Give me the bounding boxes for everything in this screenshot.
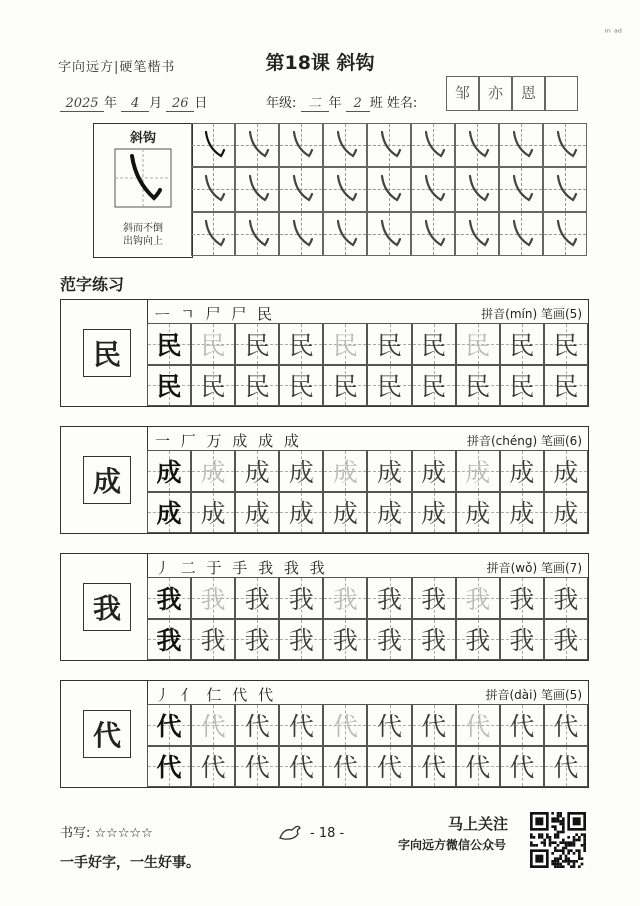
char-written-glyph: 代 xyxy=(553,753,579,783)
char-practice-cell[interactable] xyxy=(544,450,588,492)
stroke-practice-glyph xyxy=(500,124,542,166)
char-practice-cell[interactable] xyxy=(235,365,279,407)
char-written-glyph: 民 xyxy=(332,372,358,402)
stroke-practice-glyph xyxy=(368,213,410,255)
char-written-glyph: 成 xyxy=(288,499,314,529)
char-written-glyph: 代 xyxy=(509,753,535,783)
date-month-unit: 月 xyxy=(149,96,163,111)
stroke-practice-cell[interactable] xyxy=(367,123,411,167)
char-written-glyph: 我 xyxy=(377,584,403,614)
stroke-order: 一 厂 万 成 成 成 xyxy=(155,432,302,450)
stroke-diagram xyxy=(114,148,172,208)
grade-label: 年级: xyxy=(266,96,297,111)
char-practice-cell[interactable] xyxy=(147,704,191,746)
char-practice-cell[interactable] xyxy=(456,704,500,746)
char-written-glyph: 代 xyxy=(200,711,226,741)
stroke-practice-cell[interactable] xyxy=(279,123,323,167)
char-practice-cell[interactable] xyxy=(412,365,456,407)
stroke-practice-cell[interactable] xyxy=(279,167,323,211)
char-practice-cell[interactable] xyxy=(412,746,456,788)
stroke-practice-cell[interactable] xyxy=(279,212,323,256)
char-written-glyph: 我 xyxy=(421,584,447,614)
stroke-practice-cell[interactable] xyxy=(543,212,587,256)
char-written-glyph: 民 xyxy=(377,330,403,360)
char-written-glyph: 我 xyxy=(332,584,358,614)
grade-value: 二 xyxy=(301,92,329,112)
char-practice-cell[interactable] xyxy=(500,323,544,365)
date-year: 2025 xyxy=(60,96,104,112)
char-practice-cell[interactable] xyxy=(544,704,588,746)
stroke-practice-glyph xyxy=(368,124,410,166)
char-written-glyph: 民 xyxy=(553,330,579,360)
stroke-practice-cell[interactable] xyxy=(411,123,455,167)
stroke-order: ᅳ ㄱ 尸 尸 民 xyxy=(155,305,276,323)
stroke-practice-cell[interactable] xyxy=(455,123,499,167)
char-meta xyxy=(467,432,582,449)
char-written-glyph: 成 xyxy=(509,499,535,529)
char-practice-grid xyxy=(147,323,588,406)
char-practice-cell[interactable] xyxy=(191,323,235,365)
bihua-label: 笔画 xyxy=(540,688,565,702)
bihua-value: (5) xyxy=(565,307,582,321)
name-box-1: 邹 xyxy=(446,76,479,111)
date-year-unit: 年 xyxy=(104,96,118,111)
char-written-glyph: 成 xyxy=(421,457,447,487)
stroke-practice-glyph xyxy=(412,168,454,210)
pinyin-value: (wǒ) xyxy=(510,561,538,575)
pinyin-label: 拼音 xyxy=(466,434,491,448)
name-label: 姓名: xyxy=(386,96,418,111)
char-written-glyph: 我 xyxy=(200,584,226,614)
char-written-glyph: 我 xyxy=(553,626,579,656)
stroke-practice-glyph xyxy=(456,168,498,210)
stroke-practice-cell[interactable] xyxy=(191,212,235,256)
char-written-glyph: 成 xyxy=(244,499,270,529)
char-practice-cell[interactable] xyxy=(500,492,544,534)
char-practice-cell[interactable] xyxy=(191,577,235,619)
char-model-box: 代 xyxy=(83,710,131,758)
name-box-4 xyxy=(545,76,578,111)
stroke-practice-cell[interactable] xyxy=(323,167,367,211)
rating-stars[interactable]: ☆☆☆☆☆ xyxy=(94,826,153,841)
grade-unit: 年 xyxy=(328,96,342,111)
qr-code-icon[interactable] xyxy=(530,812,586,868)
char-model-glyph: 成 xyxy=(156,499,182,529)
bihua-label: 笔画 xyxy=(540,307,565,321)
date-line xyxy=(60,92,207,112)
char-model-column xyxy=(61,300,148,406)
char-written-glyph: 民 xyxy=(244,372,270,402)
char-practice-cell[interactable] xyxy=(235,492,279,534)
stroke-practice-glyph xyxy=(544,124,586,166)
char-practice-cell[interactable] xyxy=(367,323,411,365)
char-practice-cell[interactable] xyxy=(412,577,456,619)
char-written-glyph: 民 xyxy=(288,372,314,402)
char-practice-cell[interactable] xyxy=(323,323,367,365)
char-written-glyph: 我 xyxy=(465,584,491,614)
char-practice-cell[interactable] xyxy=(279,323,323,365)
corner-mark: ᵐ ᵃᵈ xyxy=(604,28,622,39)
char-written-glyph: 我 xyxy=(465,626,491,656)
date-day: 26 xyxy=(166,96,194,112)
stroke-name: 斜钩 xyxy=(129,131,156,146)
char-written-glyph: 成 xyxy=(332,499,358,529)
char-written-glyph: 成 xyxy=(377,499,403,529)
stroke-practice-glyph xyxy=(544,168,586,210)
motto: 一手好字，一生好事。 xyxy=(60,855,200,871)
char-written-glyph: 民 xyxy=(421,372,447,402)
stroke-practice-glyph xyxy=(280,124,322,166)
char-model-box: 成 xyxy=(83,456,131,504)
stroke-practice-cell[interactable] xyxy=(235,167,279,211)
char-practice-cell[interactable] xyxy=(500,704,544,746)
char-practice-cell[interactable] xyxy=(367,577,411,619)
char-practice-cell[interactable] xyxy=(235,577,279,619)
char-practice-cell[interactable] xyxy=(500,619,544,661)
char-model-glyph: 民 xyxy=(156,330,182,360)
char-written-glyph: 成 xyxy=(553,499,579,529)
char-practice-cell[interactable] xyxy=(235,450,279,492)
date-day-unit: 日 xyxy=(194,96,208,111)
char-written-glyph: 成 xyxy=(377,457,403,487)
stroke-practice-glyph xyxy=(456,213,498,255)
stroke-order: 丿 亻 仁 代 代 xyxy=(155,686,277,704)
char-written-glyph: 代 xyxy=(244,753,270,783)
char-written-glyph: 我 xyxy=(288,626,314,656)
rabbit-icon xyxy=(276,820,306,842)
stroke-practice-cell[interactable] xyxy=(543,167,587,211)
char-practice-cell[interactable] xyxy=(367,365,411,407)
char-written-glyph: 成 xyxy=(288,457,314,487)
pinyin-value: (dài) xyxy=(509,688,538,702)
char-practice-cell[interactable] xyxy=(544,577,588,619)
stroke-practice-glyph xyxy=(236,213,278,255)
char-written-glyph: 代 xyxy=(465,753,491,783)
char-practice-cell[interactable] xyxy=(456,619,500,661)
char-practice-cell[interactable] xyxy=(279,365,323,407)
rating xyxy=(60,822,153,841)
char-practice-cell[interactable] xyxy=(323,450,367,492)
char-block-2 xyxy=(60,553,589,661)
char-written-glyph: 代 xyxy=(288,711,314,741)
char-practice-cell[interactable] xyxy=(500,746,544,788)
char-written-glyph: 我 xyxy=(509,626,535,656)
char-practice-cell[interactable] xyxy=(235,746,279,788)
char-written-glyph: 代 xyxy=(465,711,491,741)
stroke-practice-glyph xyxy=(456,124,498,166)
stroke-practice-cell[interactable] xyxy=(411,167,455,211)
char-written-glyph: 代 xyxy=(288,753,314,783)
char-written-glyph: 民 xyxy=(200,330,226,360)
char-practice-cell[interactable] xyxy=(191,619,235,661)
char-practice-grid xyxy=(147,577,588,660)
char-written-glyph: 我 xyxy=(509,584,535,614)
char-practice-cell[interactable] xyxy=(500,365,544,407)
char-practice-cell[interactable] xyxy=(544,365,588,407)
page-number: - 18 - xyxy=(310,826,345,841)
char-practice-cell[interactable] xyxy=(323,577,367,619)
stroke-practice-glyph xyxy=(192,213,234,255)
char-practice-cell[interactable] xyxy=(412,323,456,365)
char-practice-cell[interactable] xyxy=(279,577,323,619)
char-practice-cell[interactable] xyxy=(500,450,544,492)
char-practice-cell[interactable] xyxy=(323,704,367,746)
char-written-glyph: 我 xyxy=(200,626,226,656)
char-practice-cell[interactable] xyxy=(544,323,588,365)
char-practice-cell[interactable] xyxy=(367,704,411,746)
char-written-glyph: 民 xyxy=(465,372,491,402)
char-practice-cell[interactable] xyxy=(147,492,191,534)
bihua-label: 笔画 xyxy=(540,561,565,575)
rating-label: 书写: xyxy=(60,826,91,841)
grade-class-line xyxy=(266,92,417,112)
char-practice-cell[interactable] xyxy=(456,746,500,788)
stroke-practice-glyph xyxy=(236,124,278,166)
char-practice-cell[interactable] xyxy=(279,619,323,661)
char-written-glyph: 代 xyxy=(421,753,447,783)
char-written-glyph: 代 xyxy=(509,711,535,741)
char-practice-cell[interactable] xyxy=(367,492,411,534)
bihua-value: (7) xyxy=(565,561,582,575)
char-model-column xyxy=(61,427,148,533)
char-practice-cell[interactable] xyxy=(412,704,456,746)
char-practice-cell[interactable] xyxy=(323,365,367,407)
name-box-2: 亦 xyxy=(479,76,512,111)
char-model-glyph: 代 xyxy=(156,711,182,741)
follow-subtitle: 字向远方微信公众号 xyxy=(398,838,507,852)
stroke-tip-1: 斜而不倒 xyxy=(123,223,163,234)
char-model-box: 民 xyxy=(83,329,131,377)
stroke-practice-cell[interactable] xyxy=(323,123,367,167)
stroke-practice-glyph xyxy=(500,168,542,210)
stroke-practice-glyph xyxy=(500,213,542,255)
char-written-glyph: 代 xyxy=(553,711,579,741)
name-box-3: 恩 xyxy=(512,76,545,111)
char-written-glyph: 代 xyxy=(244,711,270,741)
char-meta xyxy=(487,559,582,576)
char-block-1 xyxy=(60,426,589,534)
pinyin-label: 拼音 xyxy=(481,307,506,321)
char-block-0 xyxy=(60,299,589,407)
stroke-practice-cell[interactable] xyxy=(411,212,455,256)
char-written-glyph: 民 xyxy=(509,372,535,402)
char-written-glyph: 代 xyxy=(421,711,447,741)
char-written-glyph: 成 xyxy=(465,499,491,529)
stroke-order: 丿 二 于 手 我 我 我 xyxy=(155,559,328,577)
stroke-practice-glyph xyxy=(192,124,234,166)
char-meta xyxy=(485,686,582,703)
char-practice-cell[interactable] xyxy=(147,323,191,365)
stroke-practice-glyph xyxy=(412,213,454,255)
bihua-value: (5) xyxy=(565,688,582,702)
char-written-glyph: 成 xyxy=(509,457,535,487)
stroke-practice-glyph xyxy=(324,213,366,255)
char-practice-cell[interactable] xyxy=(147,365,191,407)
pinyin-label: 拼音 xyxy=(486,561,511,575)
char-written-glyph: 民 xyxy=(244,330,270,360)
char-written-glyph: 代 xyxy=(377,711,403,741)
char-written-glyph: 成 xyxy=(244,457,270,487)
char-practice-cell[interactable] xyxy=(279,450,323,492)
char-practice-cell[interactable] xyxy=(367,450,411,492)
char-practice-cell[interactable] xyxy=(235,704,279,746)
char-written-glyph: 代 xyxy=(332,753,358,783)
stroke-practice-cell[interactable] xyxy=(367,212,411,256)
char-practice-cell[interactable] xyxy=(279,746,323,788)
char-practice-cell[interactable] xyxy=(191,450,235,492)
stroke-practice-cell[interactable] xyxy=(455,212,499,256)
char-practice-cell[interactable] xyxy=(367,746,411,788)
char-practice-cell[interactable] xyxy=(191,492,235,534)
pinyin-label: 拼音 xyxy=(485,688,510,702)
char-practice-cell[interactable] xyxy=(279,704,323,746)
follow-title: 马上关注 xyxy=(448,815,509,833)
char-written-glyph: 代 xyxy=(332,711,358,741)
char-practice-cell[interactable] xyxy=(367,619,411,661)
char-written-glyph: 成 xyxy=(421,499,447,529)
char-practice-cell[interactable] xyxy=(235,619,279,661)
char-practice-cell[interactable] xyxy=(456,323,500,365)
char-written-glyph: 我 xyxy=(421,626,447,656)
stroke-practice-cell[interactable] xyxy=(499,167,543,211)
stroke-tip-2: 出钩向上 xyxy=(123,236,163,247)
char-written-glyph: 我 xyxy=(244,584,270,614)
char-practice-grid xyxy=(147,450,588,533)
stroke-practice-cell[interactable] xyxy=(499,123,543,167)
char-written-glyph: 民 xyxy=(465,330,491,360)
char-written-glyph: 我 xyxy=(332,626,358,656)
char-practice-cell[interactable] xyxy=(323,492,367,534)
char-written-glyph: 成 xyxy=(200,457,226,487)
char-practice-grid xyxy=(147,704,588,787)
stroke-practice-cell[interactable] xyxy=(191,123,235,167)
stroke-practice-grid xyxy=(191,123,587,256)
char-practice-cell[interactable] xyxy=(147,619,191,661)
stroke-practice-glyph xyxy=(280,213,322,255)
char-practice-cell[interactable] xyxy=(456,365,500,407)
char-written-glyph: 民 xyxy=(509,330,535,360)
char-written-glyph: 代 xyxy=(377,753,403,783)
char-practice-cell[interactable] xyxy=(191,365,235,407)
stroke-practice-cell[interactable] xyxy=(235,123,279,167)
char-written-glyph: 成 xyxy=(465,457,491,487)
char-written-glyph: 成 xyxy=(332,457,358,487)
char-written-glyph: 民 xyxy=(288,330,314,360)
stroke-practice-cell[interactable] xyxy=(455,167,499,211)
char-model-glyph: 民 xyxy=(156,372,182,402)
char-practice-cell[interactable] xyxy=(147,450,191,492)
char-written-glyph: 成 xyxy=(553,457,579,487)
char-block-3 xyxy=(60,680,589,788)
char-model-glyph: 代 xyxy=(156,753,182,783)
char-practice-cell[interactable] xyxy=(279,492,323,534)
char-practice-cell[interactable] xyxy=(544,619,588,661)
char-model-glyph: 我 xyxy=(156,584,182,614)
char-model-column xyxy=(61,554,148,660)
class-value: 2 xyxy=(346,96,370,112)
pinyin-value: (mín) xyxy=(505,307,538,321)
char-practice-cell[interactable] xyxy=(147,746,191,788)
stroke-practice-glyph xyxy=(324,168,366,210)
char-written-glyph: 民 xyxy=(200,372,226,402)
char-meta xyxy=(481,305,582,322)
stroke-reference-card xyxy=(93,123,193,258)
char-written-glyph: 民 xyxy=(553,372,579,402)
stroke-practice-cell[interactable] xyxy=(191,167,235,211)
char-practice-cell[interactable] xyxy=(544,492,588,534)
char-written-glyph: 民 xyxy=(421,330,447,360)
stroke-practice-cell[interactable] xyxy=(323,212,367,256)
char-model-glyph: 我 xyxy=(156,626,182,656)
brand-logo: 字向远方|硬笔楷书 xyxy=(58,60,176,75)
char-written-glyph: 我 xyxy=(553,584,579,614)
stroke-practice-glyph xyxy=(368,168,410,210)
stroke-practice-cell[interactable] xyxy=(499,212,543,256)
stroke-practice-cell[interactable] xyxy=(367,167,411,211)
char-model-glyph: 成 xyxy=(156,457,182,487)
date-month: 4 xyxy=(121,96,149,112)
bihua-label: 笔画 xyxy=(540,434,565,448)
stroke-practice-cell[interactable] xyxy=(543,123,587,167)
stroke-practice-glyph xyxy=(236,168,278,210)
char-practice-cell[interactable] xyxy=(500,577,544,619)
char-practice-cell[interactable] xyxy=(544,746,588,788)
char-practice-cell[interactable] xyxy=(147,577,191,619)
char-written-glyph: 成 xyxy=(200,499,226,529)
char-written-glyph: 我 xyxy=(244,626,270,656)
stroke-practice-glyph xyxy=(192,168,234,210)
stroke-practice-glyph xyxy=(324,124,366,166)
stroke-practice-cell[interactable] xyxy=(235,212,279,256)
bihua-value: (6) xyxy=(565,434,582,448)
char-practice-cell[interactable] xyxy=(412,619,456,661)
char-practice-cell[interactable] xyxy=(456,577,500,619)
stroke-practice-glyph xyxy=(544,213,586,255)
stroke-practice-glyph xyxy=(280,168,322,210)
char-practice-cell[interactable] xyxy=(323,746,367,788)
section-title: 范字练习 xyxy=(60,275,125,294)
char-written-glyph: 民 xyxy=(332,330,358,360)
char-written-glyph: 代 xyxy=(200,753,226,783)
char-written-glyph: 我 xyxy=(377,626,403,656)
char-written-glyph: 民 xyxy=(377,372,403,402)
page-title: 第18课 斜钩 xyxy=(265,52,375,74)
char-practice-cell[interactable] xyxy=(456,450,500,492)
stroke-practice-glyph xyxy=(412,124,454,166)
char-practice-cell[interactable] xyxy=(235,323,279,365)
class-unit: 班 xyxy=(369,96,383,111)
char-model-column xyxy=(61,681,148,787)
char-practice-cell[interactable] xyxy=(412,492,456,534)
char-practice-cell[interactable] xyxy=(412,450,456,492)
char-written-glyph: 我 xyxy=(288,584,314,614)
char-practice-cell[interactable] xyxy=(191,746,235,788)
char-practice-cell[interactable] xyxy=(456,492,500,534)
pinyin-value: (chéng) xyxy=(490,434,538,448)
char-model-box: 我 xyxy=(83,583,131,631)
char-practice-cell[interactable] xyxy=(191,704,235,746)
char-practice-cell[interactable] xyxy=(323,619,367,661)
